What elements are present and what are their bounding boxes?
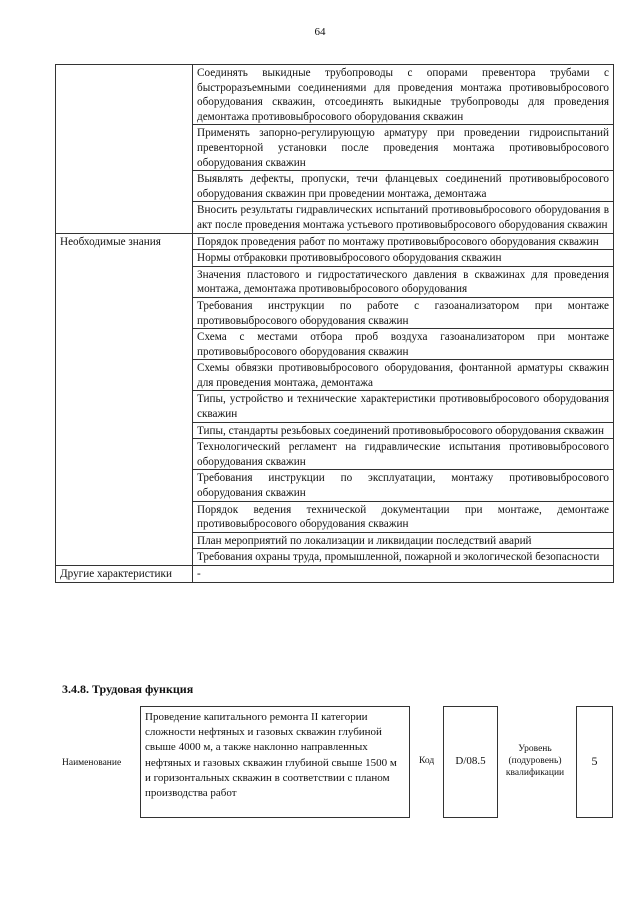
name-value: Проведение капитального ремонта II категории сложности нефтяных и газовых скважин глубиной свыше 4000 м, а также наклонно направленных нефтяных и газовых скважин глубиной свыше 1500 м и горизонтальных скважин в соответствии с планом производства работ	[140, 706, 410, 818]
row-text: Типы, устройство и технические характеристики противовыбросового оборудования скважин	[193, 391, 614, 422]
level-label: Уровень (подуровень) квалификации	[505, 744, 565, 778]
row-label: Другие характеристики	[56, 566, 193, 583]
row-text: Схемы обвязки противовыбросового оборудования, фонтанной арматуры скважин для проведения монтажа, демонтажа	[193, 360, 614, 391]
page-number: 64	[314, 26, 326, 38]
row-text: Требования охраны труда, промышленной, пожарной и экологической безопасности	[193, 549, 614, 566]
table-row	[56, 65, 614, 125]
code-label: Код	[419, 756, 435, 766]
row-text: Значения пластового и гидростатического давления в скважинах для проведения монтажа, демонтажа противовыбросового оборудования	[193, 266, 614, 297]
row-label: Необходимые знания	[56, 233, 193, 565]
row-text: Выявлять дефекты, пропуски, течи фланцевых соединений противовыбросового оборудования скважин при проведении монтажа, демонтажа	[193, 171, 614, 202]
row-text: Порядок ведения технической документации при монтаже, демонтаже противовыбросового оборудования скважин	[193, 501, 614, 532]
name-label: Наименование	[62, 758, 122, 768]
row-text: Требования инструкции по работе с газоанализатором при монтаже противовыбросового оборудования скважин	[193, 297, 614, 328]
row-text: -	[193, 566, 614, 583]
code-value: D/08.5	[443, 706, 498, 818]
table-row	[56, 566, 614, 583]
level-value: 5	[576, 706, 613, 818]
section-title: 3.4.8. Трудовая функция	[62, 682, 194, 696]
row-text: Порядок проведения работ по монтажу противовыбросового оборудования скважин	[193, 233, 614, 250]
row-text: Нормы отбраковки противовыбросового оборудования скважин	[193, 250, 614, 267]
row-label	[56, 65, 193, 234]
row-text: Применять запорно-регулирующую арматуру при проведении гидроиспытаний превенторной установки после проведения монтажа противовыбросового оборудования скважин	[193, 125, 614, 171]
table-row	[56, 233, 614, 250]
row-text: Схема с местами отбора проб воздуха газоанализатором при монтаже противовыбросового оборудования скважин	[193, 329, 614, 360]
knowledge-skills-table	[55, 64, 614, 583]
row-text: Вносить результаты гидравлических испытаний противовыбросового оборудования в акт после проведения монтажа устьевого противовыбросового оборудования скважин	[193, 202, 614, 233]
row-text: Соединять выкидные трубопроводы с опорами превентора трубами с быстроразъемными соединениями для проведения монтажа противовыбросового оборудования скважин, отсоединять выкидные трубопроводы для проведения демонтажа противовыбросового оборудования скважин	[193, 65, 614, 125]
row-text: План мероприятий по локализации и ликвидации последствий аварий	[193, 532, 614, 549]
row-text: Технологический регламент на гидравлические испытания противовыбросового оборудования скважин	[193, 439, 614, 470]
row-text: Требования инструкции по эксплуатации, монтажу противовыбросового оборудования скважин	[193, 470, 614, 501]
row-text: Типы, стандарты резьбовых соединений противовыбросового оборудования скважин	[193, 422, 614, 439]
